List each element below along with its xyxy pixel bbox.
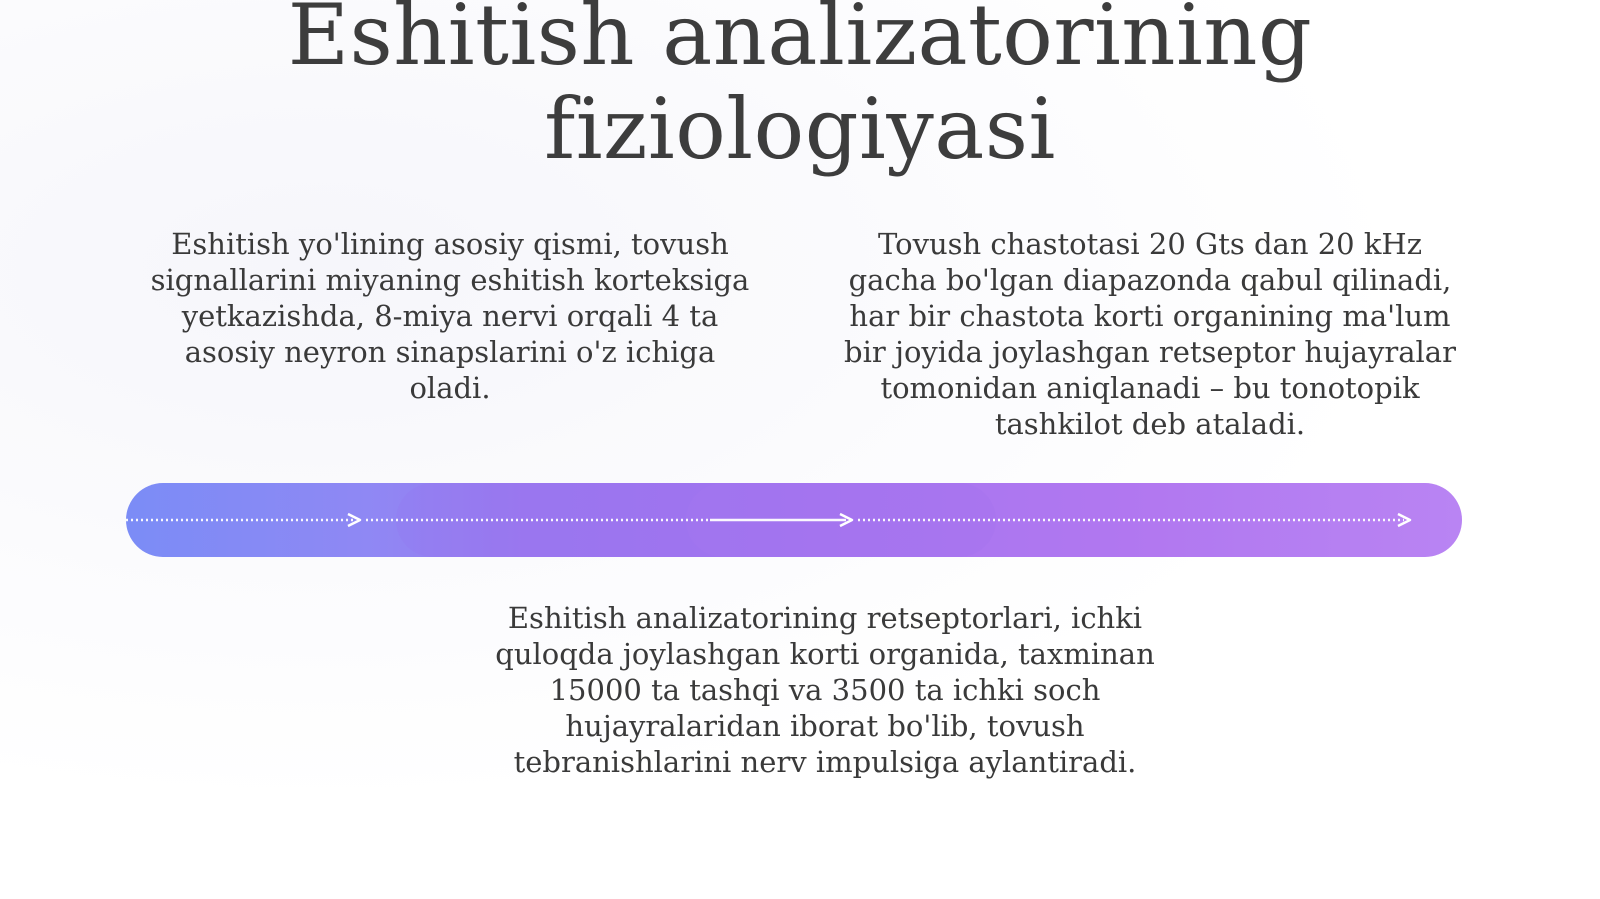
paragraph-auditory-pathway: Eshitish yo'lining asosiy qismi, tovush signallarini miyaning eshitish korteksiga yetkazishda, 8-miya nervi orqali 4 ta asosiy neyron sinapslarini o'z ichiga oladi. <box>150 227 750 405</box>
paragraph-sound-frequency: Tovush chastotasi 20 Gts dan 20 kHz gacha bo'lgan diapazonda qabul qilinadi, har bir chastota korti organining ma'lum bir joyida joylashgan retseptor hujayralar tomonidan aniqlanadi – bu tonotopik tashkilot deb ataladi. <box>844 227 1456 441</box>
slide-title-line-1: Eshitish analizatorining <box>287 0 1313 84</box>
slide-title-line-2: fiziologiyasi <box>544 80 1056 178</box>
slide-title <box>0 0 1600 176</box>
paragraph-receptors: Eshitish analizatorining retseptorlari, ichki quloqda joylashgan korti organida, taxminan 15000 ta tashqi va 3500 ta ichki soch hujayralaridan iborat bo'lib, tovush tebranishlarini nerv impulsiga aylantiradi. <box>495 601 1155 779</box>
timeline-bar <box>126 483 1462 557</box>
timeline-connector <box>126 483 1462 557</box>
